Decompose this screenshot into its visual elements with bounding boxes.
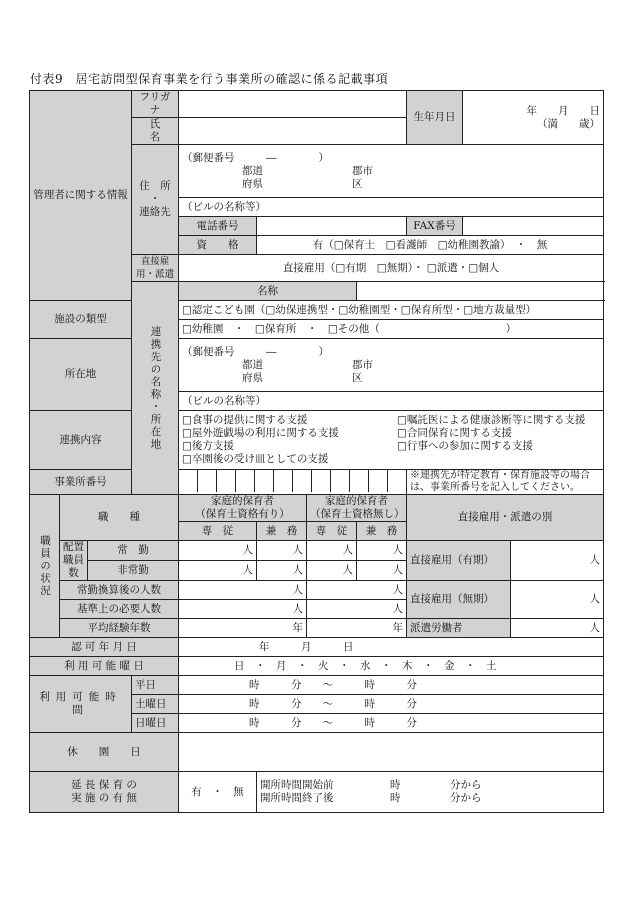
cell[interactable]: 人 [357, 541, 407, 561]
emp-fixed-label: 直接雇用（有期） [407, 541, 511, 581]
hours-label: 利用可能時間 [30, 676, 132, 733]
name-label: 氏 名 [132, 118, 179, 145]
qualification-field[interactable]: 有（□保育士 □看護師 □幼稚園教諭） ・ 無 [257, 236, 604, 255]
cooperation-field[interactable] [179, 411, 604, 470]
cell[interactable]: 人 [307, 541, 357, 561]
extended-care-label: 延 長 保 育 の 実 施 の 有 無 [30, 772, 179, 813]
cell[interactable]: 人 [257, 561, 307, 581]
partner-section-text: 連携先の名称・所在地 [149, 325, 162, 451]
regular-label: 常 勤 [88, 541, 179, 561]
employment-field[interactable]: 直接雇用（□有期 □無期）・ □派遣・□個人 [179, 255, 604, 282]
after-label: 開所時間終了後 [260, 792, 334, 804]
required-label: 基準上の必要人数 [60, 600, 179, 619]
concurrent-b: 兼 務 [357, 522, 407, 541]
extended-details[interactable] [257, 772, 604, 813]
facility-type-label: 施設の類型 [30, 301, 132, 339]
address-label: 住 所 ・ 連絡先 [132, 145, 179, 255]
part-time-label: 非常勤 [88, 561, 179, 581]
full-time-b: 専 従 [307, 522, 357, 541]
cell[interactable]: 人 [307, 561, 357, 581]
emp-indef-label: 直接雇用（無期） [407, 581, 511, 619]
before-label: 開所時間開始前 [260, 779, 334, 791]
manager-section-header: 管理者に関する情報 [30, 91, 132, 301]
saturday-label: 土曜日 [132, 695, 179, 714]
required-a[interactable]: 人 [179, 600, 307, 619]
approval-label: 認 可 年 月 日 [30, 638, 179, 657]
cooperation-item[interactable]: □食事の提供に関する支援 [182, 414, 308, 426]
registration-form [29, 90, 604, 813]
cell[interactable]: 人 [179, 561, 257, 581]
cooperation-item[interactable]: □行事への参加に関する支援 [397, 440, 533, 452]
after-from: 分から [450, 792, 482, 804]
partner-location-label: 所在地 [30, 339, 132, 411]
office-number-label: 事業所番号 [30, 470, 132, 495]
avg-years-a[interactable]: 年 [179, 619, 307, 638]
after-hour: 時 [390, 792, 401, 804]
cell[interactable]: 人 [257, 541, 307, 561]
page-title: 付表9 居宅訪問型保育事業を行う事業所の確認に係る記載事項 [30, 72, 389, 86]
avg-years-b[interactable]: 年 [307, 619, 407, 638]
furigana-field[interactable] [179, 91, 407, 118]
qualification-label: 資 格 [179, 236, 257, 255]
partner-section-header [132, 282, 179, 495]
job-type-label: 職 種 [60, 495, 179, 541]
col-c-header: 直接雇用・派遣の別 [407, 495, 604, 541]
cooperation-item[interactable]: □合同保育に関する支援 [397, 427, 512, 439]
cooperation-item[interactable]: □屋外遊戯場の利用に関する支援 [182, 427, 339, 439]
employment-label: 直接雇用・派遣 [132, 255, 179, 282]
office-number-note: ※連携先が特定教育・保育施設等の場合は、事業所番号を記入してください。 [407, 470, 604, 495]
fax-label: FAX番号 [407, 217, 463, 236]
furigana-label: フリガナ [132, 91, 179, 118]
cell[interactable]: 人 [179, 541, 257, 561]
cooperation-item[interactable]: □嘱託医による健康診断等に関する支援 [397, 414, 586, 426]
manager-pref-text: 都道 府県 [242, 164, 264, 190]
fte-label: 常勤換算後の人数 [60, 581, 179, 600]
closed-days-label: 休 園 日 [30, 733, 179, 772]
facility-type-line2[interactable]: □幼稚園 ・ □保育所 ・ □その他（ ） [179, 320, 604, 339]
partner-pref-text: 都道 府県 [242, 358, 264, 384]
partner-postal-text: （郵便番号 ― ） [182, 345, 330, 358]
days-field[interactable]: 日 ・ 月 ・ 火 ・ 水 ・ 木 ・ 金 ・ 土 [179, 657, 604, 676]
partner-address-field[interactable] [179, 339, 604, 392]
cooperation-label: 連携内容 [30, 411, 132, 470]
partner-building-text: （ビルの名称等） [182, 394, 267, 407]
concurrent-a: 兼 務 [257, 522, 307, 541]
birth-label: 生年月日 [407, 91, 463, 145]
birth-field[interactable] [463, 91, 604, 145]
cooperation-item[interactable]: □後方支援 [182, 440, 234, 452]
weekday-hours[interactable]: 時 分 〜 時 分 [179, 676, 604, 695]
full-time-a: 専 従 [179, 522, 257, 541]
partner-building-field[interactable] [179, 392, 604, 411]
holiday-label: 日曜日 [132, 714, 179, 733]
saturday-hours[interactable]: 時 分 〜 時 分 [179, 695, 604, 714]
birth-date-text: 年 月 日 [526, 104, 601, 117]
emp-indef-cell[interactable]: 人 [511, 581, 604, 619]
closed-days-field[interactable] [179, 733, 604, 772]
avg-years-label: 平均経験年数 [60, 619, 179, 638]
approval-field[interactable]: 年 月 日 [179, 638, 604, 657]
dispatch-cell[interactable]: 人 [511, 619, 604, 638]
manager-building-text: （ビルの名称等） [182, 200, 267, 213]
dispatch-label: 派遣労働者 [407, 619, 511, 638]
facility-type-line1[interactable]: □認定こども園（□幼保連携型・□幼稚園型・□保育所型・□地方裁量型） [179, 301, 604, 320]
cell[interactable]: 人 [357, 561, 407, 581]
phone-label: 電話番号 [179, 217, 257, 236]
partner-city-text: 郡市 区 [352, 358, 374, 384]
staff-count-label: 配置 職員数 [60, 541, 88, 581]
fax-field[interactable] [463, 217, 604, 236]
office-number-boxes[interactable] [179, 470, 407, 495]
age-text: （満 歳） [537, 117, 601, 130]
days-label: 利 用 可 能 曜 日 [30, 657, 179, 676]
manager-postal-text: （郵便番号 ― ） [182, 151, 330, 164]
staff-section-header [30, 495, 60, 638]
phone-field[interactable] [257, 217, 407, 236]
weekday-label: 平日 [132, 676, 179, 695]
extended-yes-no[interactable]: 有 ・ 無 [179, 772, 257, 813]
manager-building-field[interactable] [179, 198, 604, 217]
col-a-header: 家庭的保育者 （保育士資格有り） [179, 495, 307, 522]
manager-city-text: 郡市 区 [352, 164, 374, 190]
fte-b[interactable]: 人 [307, 581, 407, 600]
before-hour: 時 [390, 779, 401, 791]
before-from: 分から [450, 779, 482, 791]
holiday-hours[interactable]: 時 分 〜 時 分 [179, 714, 604, 733]
fte-a[interactable]: 人 [179, 581, 307, 600]
partner-name-label: 名称 [179, 282, 357, 301]
partner-name-field[interactable] [357, 282, 604, 301]
required-b[interactable]: 人 [307, 600, 407, 619]
col-b-header: 家庭的保育者 （保育士資格無し） [307, 495, 407, 522]
staff-section-text: 職員の状況 [39, 534, 51, 598]
cooperation-item[interactable]: □卒園後の受け皿としての支援 [182, 453, 329, 465]
emp-fixed-cell[interactable]: 人 [511, 541, 604, 581]
address-field[interactable] [179, 145, 604, 198]
name-field[interactable] [179, 118, 407, 145]
